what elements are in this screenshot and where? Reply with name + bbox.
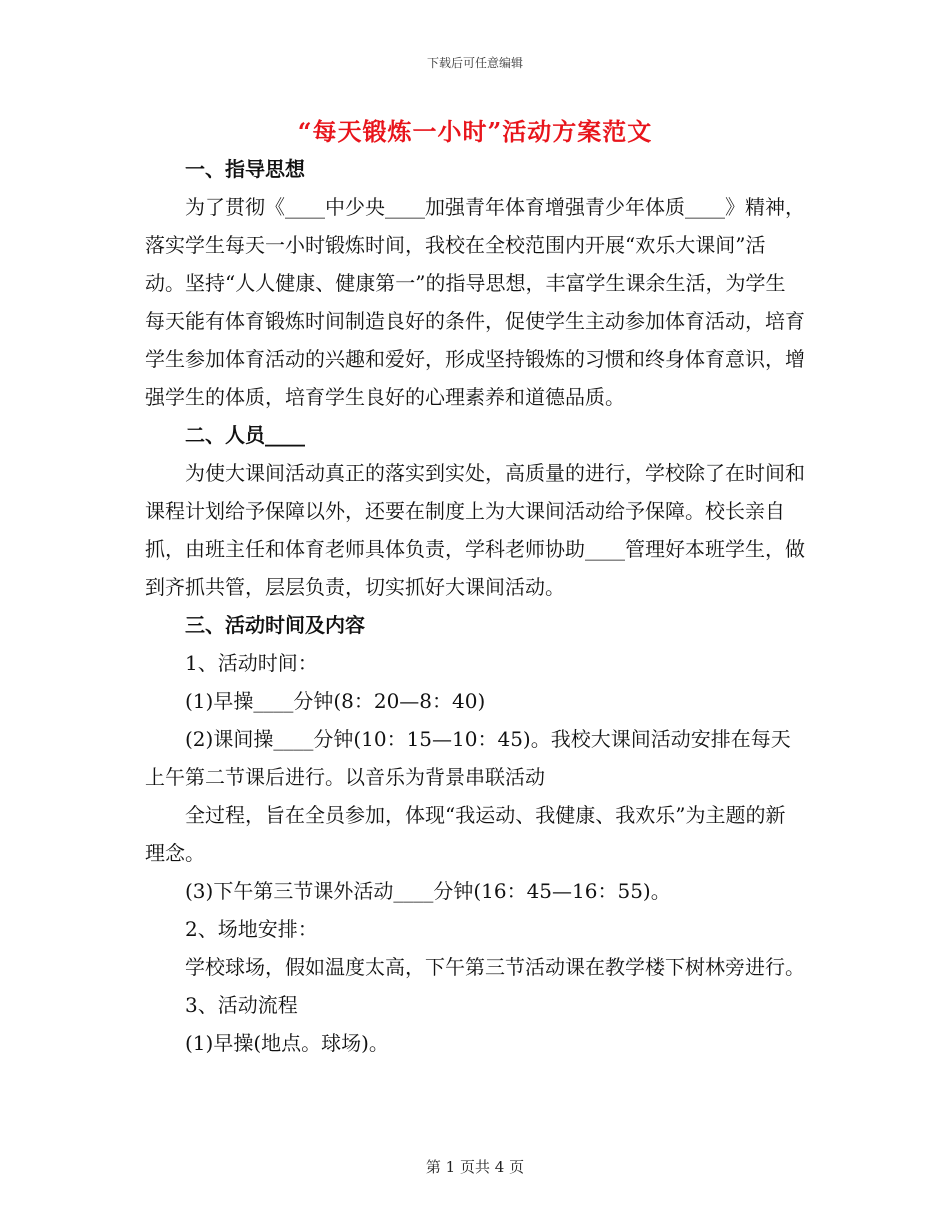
document-title: “每天锻炼一小时”活动方案范文 — [297, 117, 653, 146]
header-note: 下载后可任意编辑 — [426, 56, 523, 70]
section-heading-activity-time-content: 三、活动时间及内容 — [185, 613, 365, 637]
page-footer: 第 1 页共 4 页 — [425, 1158, 525, 1176]
section-heading-personnel: 二、人员____ — [185, 423, 305, 447]
paragraph-break-exercise-continuation: 全过程，旨在全员参加，体现“我运动、我健康、我欢乐”为主题的新理念。 — [145, 803, 786, 865]
subheading-activity-time: 1、活动时间： — [185, 651, 318, 675]
subheading-venue: 2、场地安排： — [185, 917, 318, 941]
list-item-morning-exercise-location: (1)早操(地点。球场)。 — [185, 1031, 389, 1055]
subheading-activity-flow: 3、活动流程 — [185, 993, 298, 1017]
paragraph-venue: 学校球场，假如温度太高，下午第三节活动课在教学楼下树林旁进行。 — [185, 955, 805, 979]
section-heading-guiding-ideology: 一、指导思想 — [185, 157, 305, 181]
list-item-break-exercise: (2)课间操____分钟(10：15—10：45)。我校大课间活动安排在每天上午第二节课后进行。以音乐为背景串联活动 — [145, 727, 791, 789]
paragraph-guiding-ideology: 为了贯彻《____中少央____加强青年体育增强青少年体质____》精神，落实学生每天一小时锻炼时间，我校在全校范围内开展“欢乐大课间”活动。坚持“人人健康、健康第一”的指导思想，丰富学生课余生活，为学生每天能有体育锻炼时间制造良好的条件，促使学生主动参加体育活动，培育学生参加体育活动的兴趣和爱好，形成坚持锻炼的习惯和终身体育意识，增强学生的体质，培育学生良好的心理素养和道德品质。 — [145, 195, 805, 409]
document-body — [145, 150, 805, 1062]
list-item-afternoon-activity: (3)下午第三节课外活动____分钟(16：45—16：55)。 — [185, 879, 671, 903]
paragraph-personnel: 为使大课间活动真正的落实到实处，高质量的进行，学校除了在时间和课程计划给予保障以外，还要在制度上为大课间活动给予保障。校长亲自抓，由班主任和体育老师具体负责，学科老师协助____管理好本班学生，做到齐抓共管，层层负责，切实抓好大课间活动。 — [145, 461, 805, 599]
list-item-morning-exercise: (1)早操____分钟(8：20—8：40) — [185, 689, 486, 713]
